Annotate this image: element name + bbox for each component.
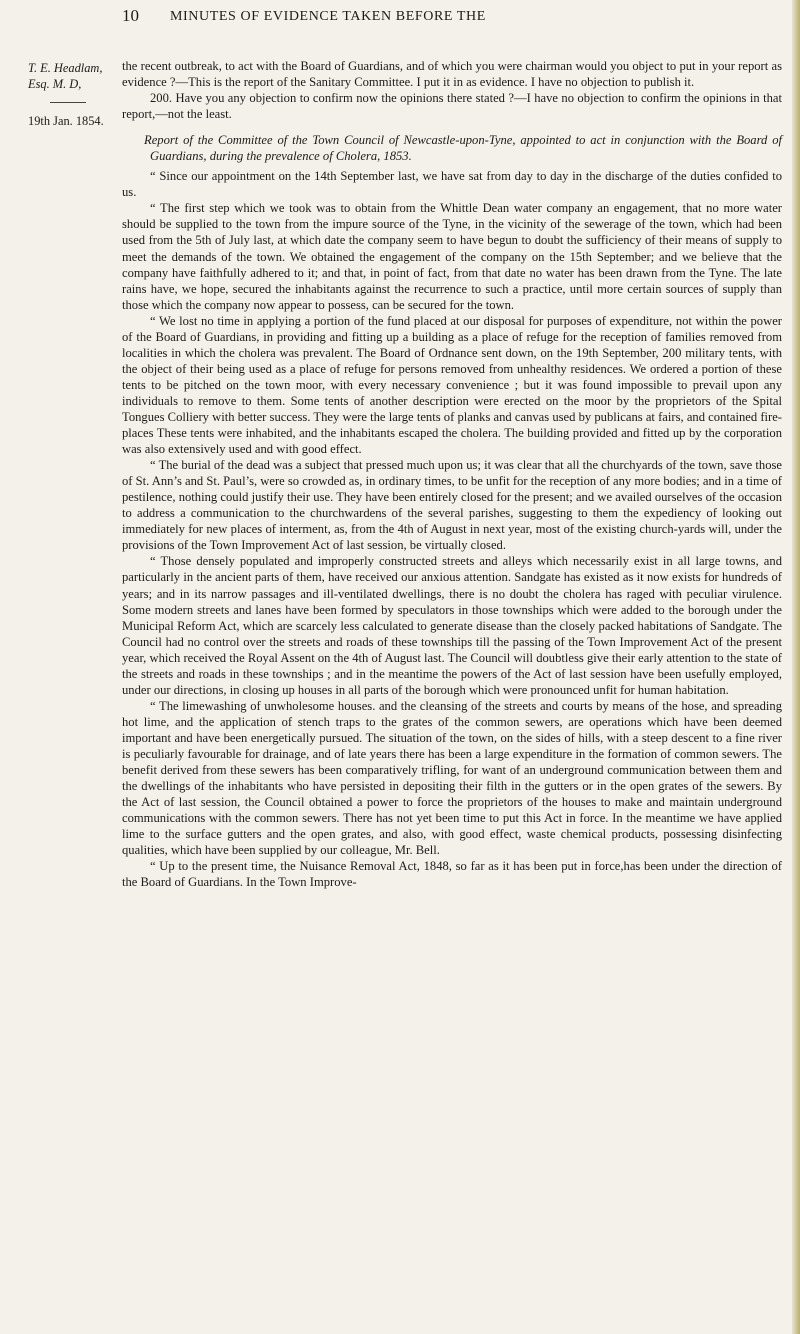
body-text (122, 58, 782, 890)
page-header (0, 6, 800, 28)
page-edge (792, 0, 800, 1334)
paragraph: “ We lost no time in applying a portion of the fund placed at our disposal for purposes of expenditure, not within the power of the Board of Guardians, in providing and fitting up a building as a place of refuge for the reception of families removed from localities in which the cholera was prevalent. The Board of Ordnance sent down, on the 19th September, 200 military tents, with the object of their being used as a place of refuge for persons removed from unhealthy residences. We ordered a portion of these tents to be pitched on the town moor, with every necessary convenience ; but it was found impossible to prevail upon any individuals to remove to them. Some tents of another description were erected on the moor by the proprietors of the Spital Tongues Colliery with better success. They were the large tents of planks and canvas used by publicans at fairs, and contained fire-places These tents were inhabited, and the inhabitants escaped the cholera. The building provided and fitted up by the corporation was also extensively used and with good effect. (122, 313, 782, 457)
paragraph: “ Those densely populated and improperly constructed streets and alleys which necessarily exist in all large towns, and particularly in the ancient parts of them, have received our anxious attention. Sandgate has existed as it now exists for hundreds of years; and in its narrow passages and ill-ventilated dwellings, there is no doubt the cholera has raged with peculiar virulence. Some modern streets and lanes have been formed by speculators in those townships which were added to the borough under the Municipal Reform Act, which are scarcely less calculated to generate disease than the closely packed habitations of Sandgate. The Council had no control over the streets and roads of these townships till the passing of the Town Improvement Act of the present year, which received the Royal Assent on the 4th of August last. The Council will doubtless give their early attention to the state of the streets and roads in these townships ; and in the meantime the powers of the Act of last session have been usefully employed, under our directions, in closing up houses in all parts of the borough which were pronounced unfit for human habitation. (122, 554, 782, 697)
paragraph: “ The burial of the dead was a subject that pressed much upon us; it was clear that all the churchyards of the town, save those of St. Ann’s and St. Paul’s, were so crowded as, in ordinary times, to be unfit for the reception of any more bodies; and in a time of pestilence, nothing could justify their use. They have been entirely closed for the present; and we availed ourselves of the occasion to address a communication to the churchwardens of the several parishes, suggesting to them the expediency of looking out immediately for new places of interment, as, from the 4th of August in next year, most of the existing church-yards will, under the provisions of the Town Improvement Act of last session, be virtually closed. (122, 458, 782, 553)
page-number: 10 (122, 6, 139, 25)
evidence-date: 19th Jan. 1854. (28, 114, 104, 128)
witness-name: T. E. Headlam, Esq. M. D, (28, 61, 103, 91)
margin-rule (50, 102, 86, 103)
paragraph: the recent outbreak, to act with the Board of Guardians, and of which you were chairman would you object to put in your report as evidence ?—This is the report of the Sanitary Committee. I put it in as evidence. I have no objection to publish it. (122, 59, 782, 90)
question-200: 200. Have you any objection to confirm now the opinions there stated ?—I have no objection to confirm the opinions in that report,—not the least. (122, 91, 782, 122)
paragraph: “ Since our appointment on the 14th September last, we have sat from day to day in the discharge of the duties confided to us. (122, 169, 782, 200)
paragraph: “ The limewashing of unwholesome houses. and the cleansing of the streets and courts by means of the hose, and spreading hot lime, and the application of stench traps to the grates of the common sewers, are operations which have been deemed important and have been energetically pursued. The situation of the town, on the sides of hills, with a steep descent to a fine river is peculiarly favourable for drainage, and of late years there has been a large expenditure in the formation of common sewers. The benefit derived from these sewers has been comparatively trifling, for want of an underground communication between them and the dwellings of the inhabitants who have persisted in depositing their filth in the gutters or in the open grates of the sewers. By the Act of last session, the Council obtained a power to force the proprietors of the houses to make and maintain underground communications with the common sewers. There has not yet been time to put this Act in force. In the meantime we have applied lime to the surface gutters and the open grates, and also, with good effect, waste chemical products, possessing disinfecting qualities, which have been supplied by our colleague, Mr. Bell. (122, 698, 782, 858)
margin-note (28, 60, 118, 129)
report-title: Report of the Committee of the Town Council of Newcastle-upon-Tyne, appointed to act in conjunction with the Board of Guardians, during the prevalence of Cholera, 1853. (144, 133, 782, 164)
paragraph: “ The first step which we took was to obtain from the Whittle Dean water company an engagement, that no more water should be supplied to the town from the impure source of the Tyne, in the vicinity of the sewerage of the town, which had been used from the 5th of July last, at which date the company seem to have begun to doubt the sufficiency of their means of supply to meet the demands of the town. We obtained the engagement of the company on the 15th September; and we believe that the company have faithfully adhered to it; and that, in point of fact, from that date no water has been drawn from the Tyne. The late rains have, we hope, secured the inhabitants against the recurrence to such a practice, until more certain sources of supply than those which the company now appear to possess, can be secured for the town. (122, 201, 782, 312)
paragraph: “ Up to the present time, the Nuisance Removal Act, 1848, so far as it has been put in force,has been under the direction of the Board of Guardians. In the Town Improve- (122, 859, 782, 890)
running-head: MINUTES OF EVIDENCE TAKEN BEFORE THE (170, 9, 486, 24)
